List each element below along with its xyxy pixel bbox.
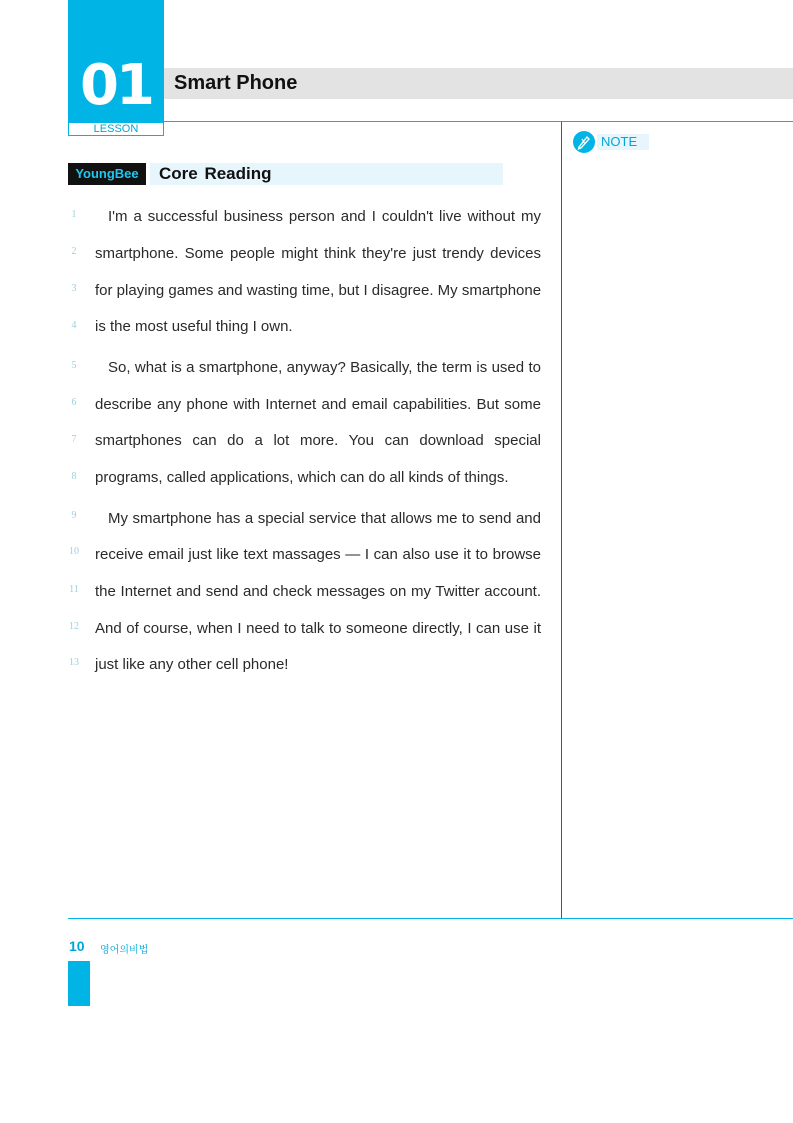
line-number: 5: [71, 360, 77, 371]
passage-line: smartphones can do a lot more. You can download special: [95, 432, 541, 449]
line-number: 13: [69, 657, 79, 668]
section-title-bar: [150, 163, 503, 185]
passage-line: My smartphone has a special service that allows me to send and: [108, 510, 541, 527]
lesson-title-bar: [164, 68, 793, 99]
footer-book-title: 영어의비법: [100, 945, 149, 956]
section-title: Core Reading: [159, 164, 272, 183]
footer-accent-block: [68, 961, 90, 1006]
line-number: 11: [69, 584, 79, 595]
lesson-title: Smart Phone: [174, 72, 298, 94]
note-label: NOTE: [597, 134, 649, 150]
passage-line: programs, called applications, which can do all kinds of things.: [95, 469, 509, 486]
note-column-divider: [561, 122, 562, 919]
passage-line: is the most useful thing I own.: [95, 318, 293, 335]
line-number: 8: [71, 471, 77, 482]
note-pen-icon: [573, 131, 595, 153]
passage-line: So, what is a smartphone, anyway? Basically, the term is used to: [108, 359, 541, 376]
passage-line: describe any phone with Internet and email capabilities. But some: [95, 396, 541, 413]
passage-line: I'm a successful business person and I couldn't live without my: [108, 208, 541, 225]
passage-line: for playing games and wasting time, but I disagree. My smartphone: [95, 282, 542, 299]
passage-line: the Internet and send and check messages on my Twitter account.: [95, 583, 541, 600]
brand-tag: YoungBee: [68, 163, 146, 185]
footer-divider: [68, 918, 793, 919]
line-number: 12: [69, 621, 79, 632]
line-number: 10: [69, 546, 79, 557]
passage-line: just like any other cell phone!: [95, 656, 289, 673]
page-number: 10: [69, 938, 85, 954]
passage-line: smartphone. Some people might think they're just trendy devices: [95, 245, 541, 262]
line-number: 6: [71, 397, 77, 408]
passage-line: receive email just like text massages — I can also use it to browse: [95, 546, 541, 563]
lesson-number-box: [68, 0, 164, 122]
line-number: 2: [71, 246, 77, 257]
lesson-number: 01: [80, 53, 152, 118]
header-divider: [68, 121, 793, 122]
passage-line: And of course, when I need to talk to someone directly, I can use it: [95, 620, 541, 637]
line-number: 1: [71, 209, 77, 220]
line-number: 7: [71, 434, 77, 445]
line-number: 9: [71, 510, 77, 521]
lesson-tag: LESSON: [68, 122, 164, 136]
line-number: 4: [71, 320, 77, 331]
line-number: 3: [71, 283, 77, 294]
